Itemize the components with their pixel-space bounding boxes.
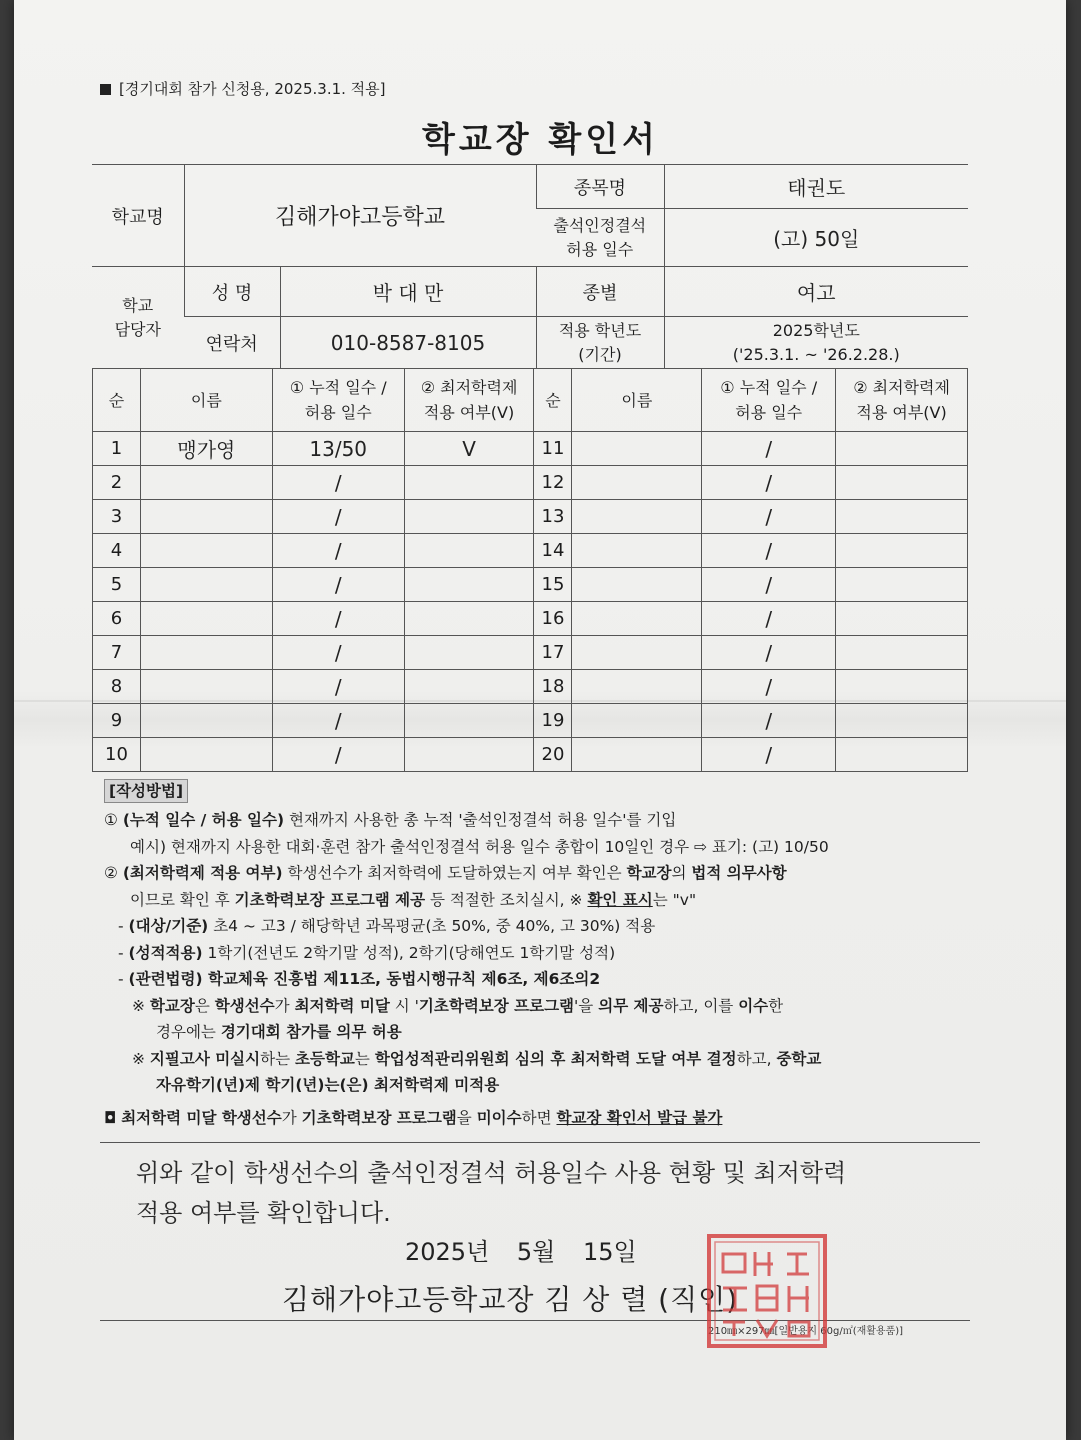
sub-grades: - (성적적용) 1학기(전년도 2학기말 성적), 2학기(당해연도 1학기말 성적): [118, 943, 616, 962]
row-days: /: [272, 534, 404, 568]
row-name: [140, 738, 272, 772]
header-note: [경기대회 참가 신청용, 2025.3.1. 적용]: [100, 78, 386, 99]
row-days: /: [272, 602, 404, 636]
year-label: 적용 학년도 (기간): [536, 317, 664, 369]
row-name: [572, 568, 702, 602]
instructions: [104, 778, 984, 1131]
row-no: 18: [534, 670, 572, 704]
row-no: 12: [534, 466, 572, 500]
instruction-2-line2: 이므로 확인 후 기초학력보장 프로그램 제공 등 적절한 조치실시, ※ 확인 표시는 "v": [130, 890, 697, 909]
row-no: 10: [93, 738, 141, 772]
sub-law: - (관련법령) 학교체육 진흥법 제11조, 동법시행규칙 제6조, 제6조의2: [118, 970, 601, 988]
row-check: [836, 738, 968, 772]
page-title: 학교장 확인서: [422, 120, 659, 160]
instruction-1-example: 예시) 현재까지 사용한 대회·훈련 참가 출석인정결석 허용 일수 총합이 10일인 경우 ⇨ 표기: (고) 10/50: [130, 837, 829, 856]
row-no: 3: [93, 500, 141, 534]
paper-spec: 210㎜×297㎜[일반용지 60g/㎡(재활용품)]: [708, 1326, 904, 1337]
row-check: [404, 568, 534, 602]
col-days-right: ① 누적 일수 / 허용 일수: [702, 369, 836, 432]
row-no: 13: [534, 500, 572, 534]
row-days: /: [272, 500, 404, 534]
row-check: [836, 466, 968, 500]
row-no: 5: [93, 568, 141, 602]
row-days: /: [702, 636, 836, 670]
row-days: /: [702, 602, 836, 636]
bottom-divider: [100, 1320, 970, 1321]
contact-value: 010-8587-8105: [280, 317, 536, 369]
row-no: 20: [534, 738, 572, 772]
row-name: [572, 738, 702, 772]
row-days: /: [702, 704, 836, 738]
final-note: ◘ 최저학력 미달 학생선수가 기초학력보장 프로그램을 미이수하면 학교장 확인서 발급 불가: [104, 1108, 723, 1127]
note-2-line2: 자유학기(년)제 학기(년)는(은) 최저학력제 미적용: [156, 1076, 500, 1094]
row-no: 4: [93, 534, 141, 568]
col-days: ① 누적 일수 / 허용 일수: [272, 369, 404, 432]
row-name: [572, 466, 702, 500]
confirmation-line2: 적용 여부를 확인합니다.: [136, 1199, 391, 1227]
table-row: [93, 500, 968, 534]
row-name: [572, 602, 702, 636]
row-name: [140, 534, 272, 568]
allowed-days-value: (고) 50일: [664, 209, 968, 267]
instruction-1: ① (누적 일수 / 허용 일수) 현재까지 사용한 총 누적 '출석인정결석 허용 일수'를 기입: [104, 811, 677, 829]
type-value: 여고: [664, 267, 968, 317]
row-name: [140, 602, 272, 636]
row-name: [572, 432, 702, 466]
row-no: 7: [93, 636, 141, 670]
row-check: [404, 636, 534, 670]
row-days: /: [702, 534, 836, 568]
row-days: /: [272, 466, 404, 500]
row-days: /: [702, 568, 836, 602]
row-name: [140, 500, 272, 534]
table-row: [93, 466, 968, 500]
row-check: [836, 534, 968, 568]
square-bullet-icon: [100, 84, 111, 95]
issue-date: 2025년 5월 15일: [405, 1238, 637, 1266]
row-no: 15: [534, 568, 572, 602]
allowed-days-label: 출석인정결석 허용 일수: [536, 209, 664, 267]
contact-label: 연락처: [184, 317, 280, 369]
row-no: 8: [93, 670, 141, 704]
row-check: [404, 500, 534, 534]
row-no: 11: [534, 432, 572, 466]
table-row: [93, 636, 968, 670]
row-days: /: [702, 738, 836, 772]
manager-name: 박 대 만: [280, 267, 536, 317]
row-check: [404, 704, 534, 738]
principal-signature: 김해가야고등학교장 김 상 렬 (직인): [282, 1283, 739, 1316]
col-name-right: 이름: [572, 369, 702, 432]
row-no: 2: [93, 466, 141, 500]
row-name: [140, 704, 272, 738]
official-seal-icon: [703, 1232, 831, 1350]
row-check: [836, 636, 968, 670]
row-name: [572, 636, 702, 670]
note-1: ※ 학교장은 학생선수가 최저학력 미달 시 '기초학력보장 프로그램'을 의무 제공하고, 이를 이수한: [132, 996, 784, 1015]
row-check: [404, 534, 534, 568]
row-no: 6: [93, 602, 141, 636]
confirmation-line1: 위와 같이 학생선수의 출석인정결석 허용일수 사용 현황 및 최저학력: [136, 1159, 847, 1187]
row-name: [140, 636, 272, 670]
row-name: [572, 704, 702, 738]
manager-label: 학교 담당자: [92, 267, 184, 369]
row-name: [140, 568, 272, 602]
row-check: [404, 738, 534, 772]
row-days: /: [272, 738, 404, 772]
col-name: 이름: [140, 369, 272, 432]
row-check: [836, 704, 968, 738]
note-2: ※ 지필고사 미실시하는 초등학교는 학업성적관리위원회 심의 후 최저학력 도달 여부 결정하고, 중학교: [132, 1049, 822, 1068]
row-name: [140, 670, 272, 704]
table-row: [93, 432, 968, 466]
row-check: [404, 466, 534, 500]
info-table: [92, 164, 968, 369]
col-min: ② 최저학력제 적용 여부(V): [404, 369, 534, 432]
table-row: [93, 602, 968, 636]
col-no: 순: [93, 369, 141, 432]
row-name: [572, 500, 702, 534]
row-no: 9: [93, 704, 141, 738]
school-label: 학교명: [92, 165, 184, 267]
student-table: [92, 368, 968, 772]
row-no: 14: [534, 534, 572, 568]
row-days: /: [272, 670, 404, 704]
table-row: [93, 568, 968, 602]
confirmation-block: [100, 1142, 980, 1233]
instructions-heading: [작성방법]: [104, 779, 188, 803]
row-name: 맹가영: [140, 432, 272, 466]
type-label: 종별: [536, 267, 664, 317]
row-no: 17: [534, 636, 572, 670]
note-1-line2: 경우에는 경기대회 참가를 의무 허용: [156, 1023, 402, 1041]
row-days: /: [272, 568, 404, 602]
school-name: 김해가야고등학교: [184, 165, 536, 267]
row-days: /: [702, 500, 836, 534]
col-min-right: ② 최저학력제 적용 여부(V): [836, 369, 968, 432]
col-no-right: 순: [534, 369, 572, 432]
row-check: V: [404, 432, 534, 466]
sport-label: 종목명: [536, 165, 664, 209]
year-value: 2025학년도 ('25.3.1. ~ '26.2.28.): [664, 317, 968, 369]
table-row: [93, 738, 968, 772]
row-check: [836, 602, 968, 636]
row-name: [140, 466, 272, 500]
sport-value: 태권도: [664, 165, 968, 209]
row-no: 16: [534, 602, 572, 636]
sub-target: - (대상/기준) 초4 ~ 고3 / 해당학년 과목평균(초 50%, 중 40%, 고 30%) 적용: [118, 917, 656, 935]
row-days: /: [272, 636, 404, 670]
instruction-2: ② (최저학력제 적용 여부) 학생선수가 최저학력에 도달하였는지 여부 확인은 학교장의 법적 의무사항: [104, 864, 787, 882]
row-check: [404, 602, 534, 636]
table-row: [93, 534, 968, 568]
row-days: /: [702, 670, 836, 704]
row-name: [572, 670, 702, 704]
row-check: [404, 670, 534, 704]
table-header-row: [93, 369, 968, 432]
row-days: /: [702, 466, 836, 500]
table-row: [93, 704, 968, 738]
row-no: 1: [93, 432, 141, 466]
row-check: [836, 500, 968, 534]
row-check: [836, 670, 968, 704]
row-no: 19: [534, 704, 572, 738]
row-days: 13/50: [272, 432, 404, 466]
name-label: 성 명: [184, 267, 280, 317]
row-days: /: [702, 432, 836, 466]
row-check: [836, 432, 968, 466]
row-name: [572, 534, 702, 568]
row-check: [836, 568, 968, 602]
table-row: [93, 670, 968, 704]
row-days: /: [272, 704, 404, 738]
